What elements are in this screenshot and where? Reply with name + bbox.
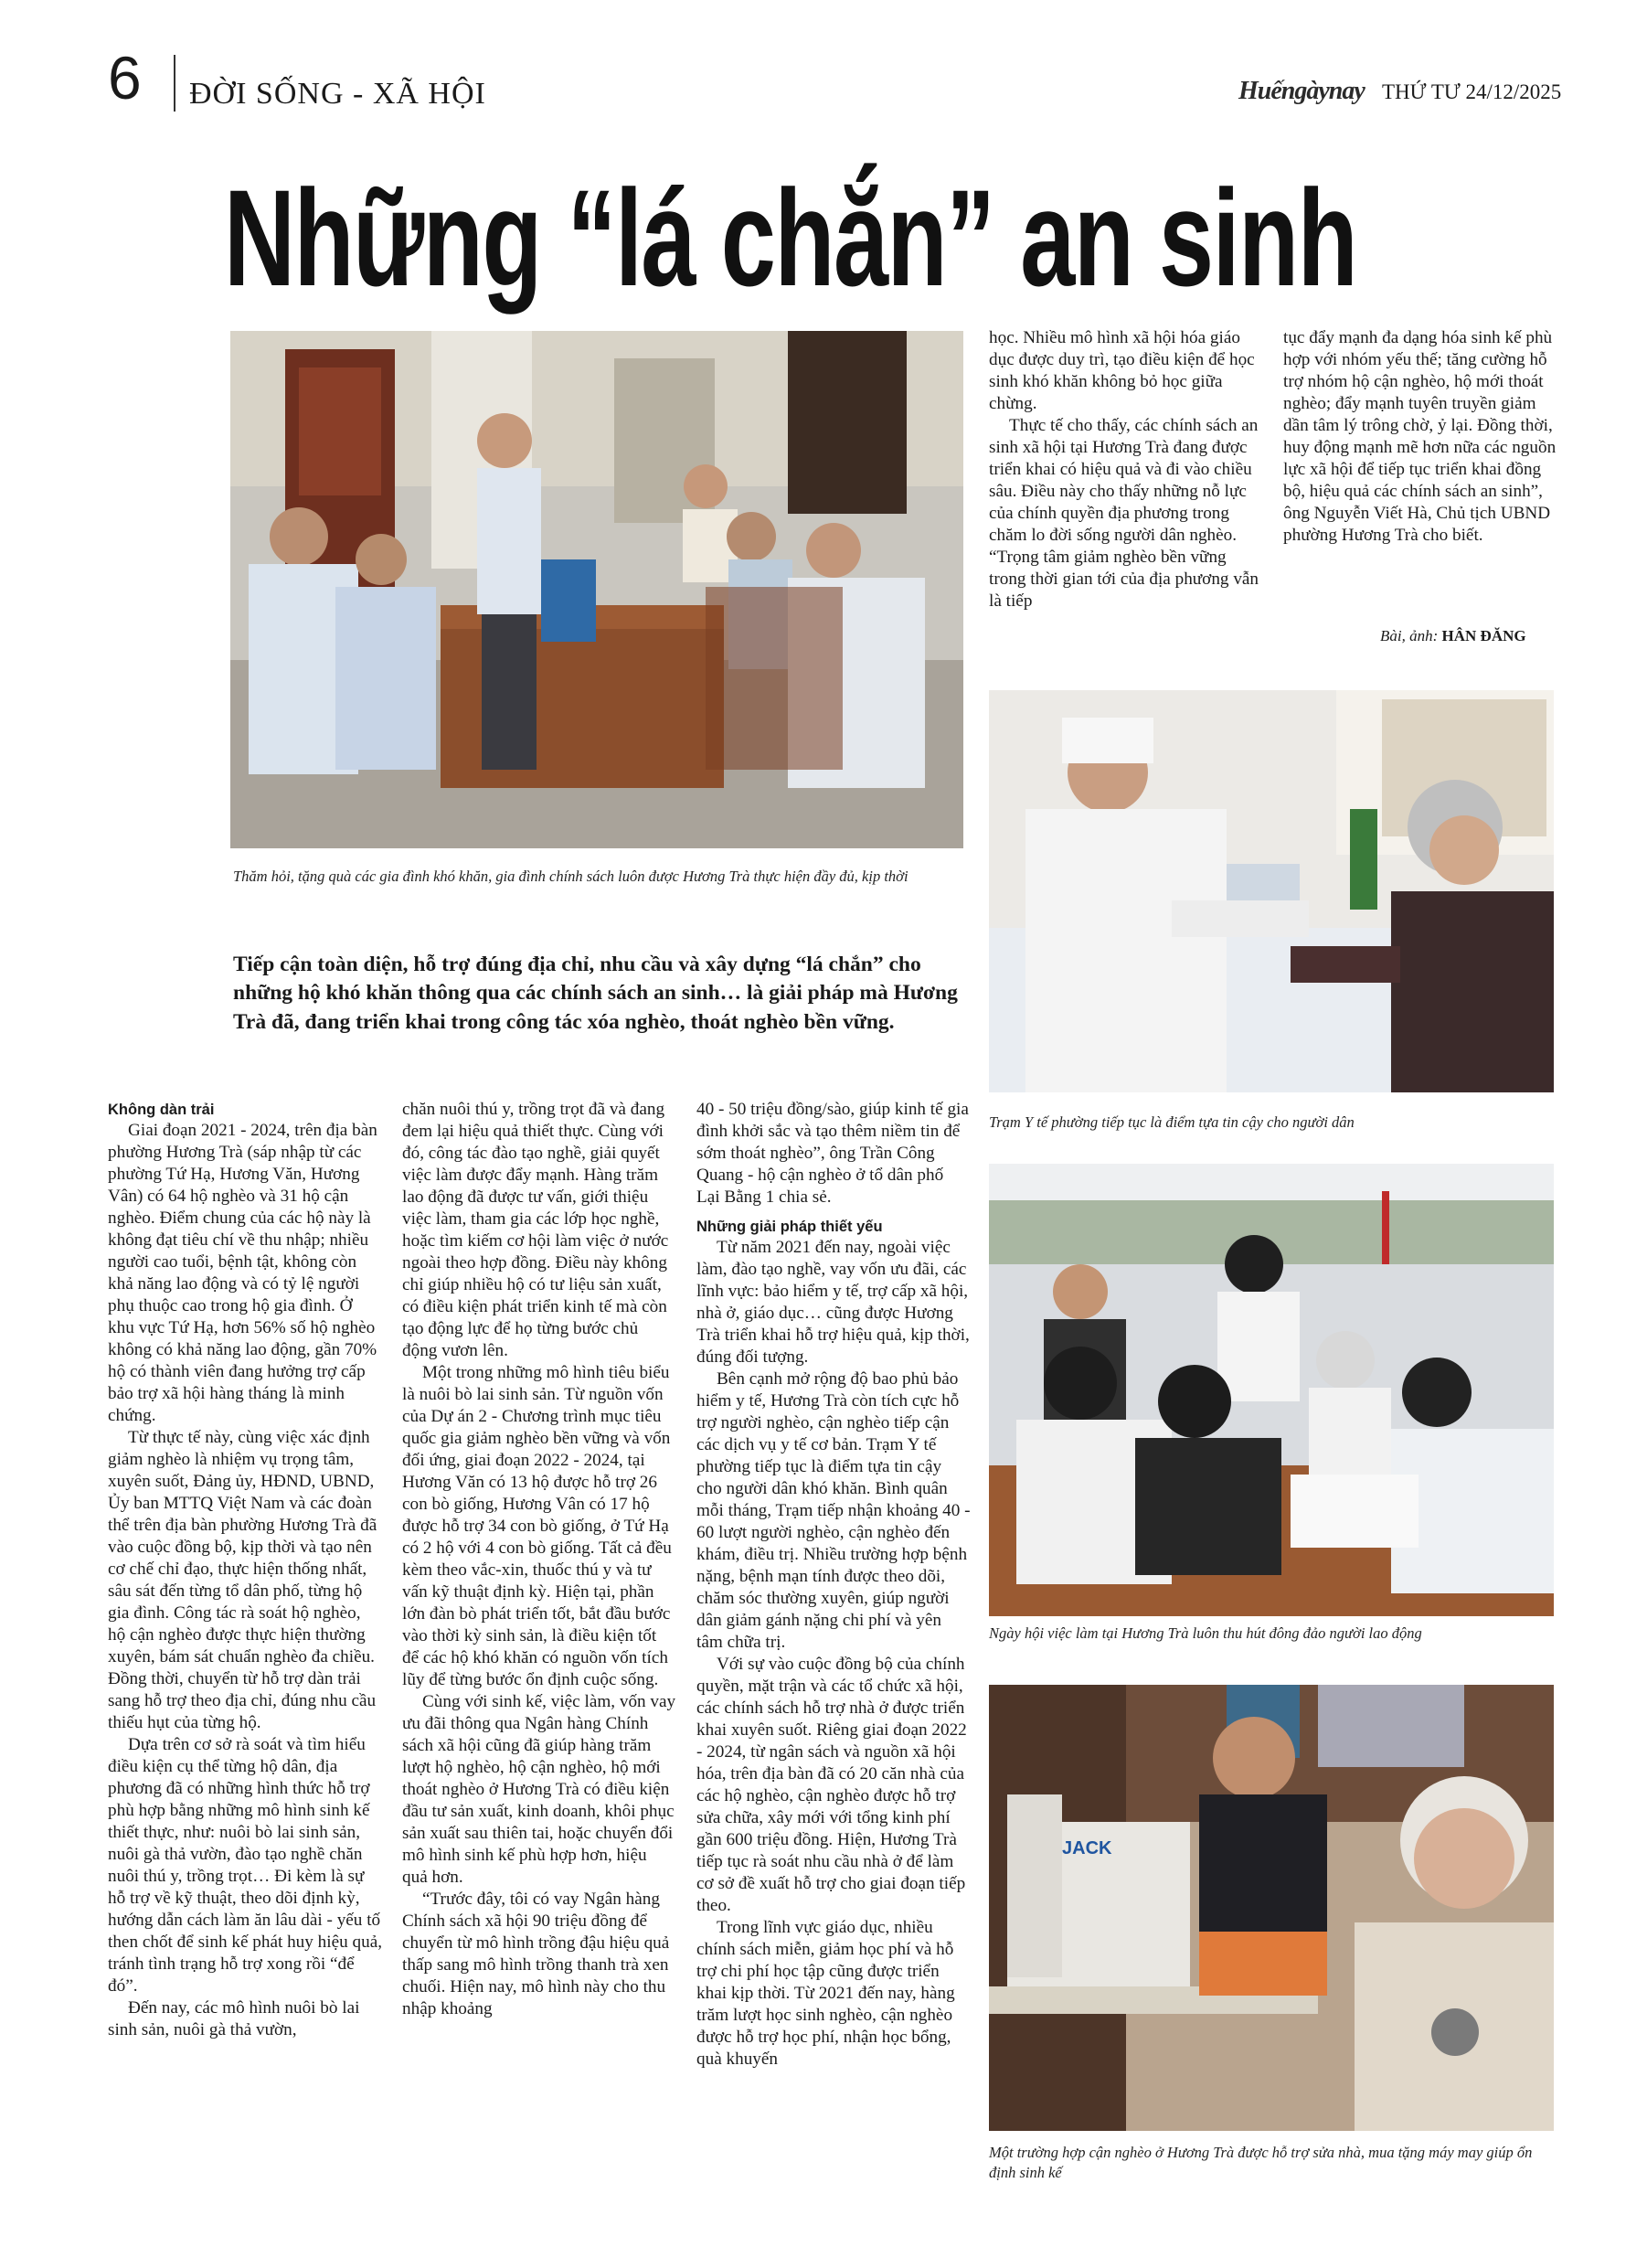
paragraph: tục đẩy mạnh đa dạng hóa sinh kế phù hợp với nhóm yếu thế; tăng cường hỗ trợ nhóm hộ cận nghèo, hộ mới thoát nghèo; đẩy mạnh tuyên truyền giảm dần tâm lý trông chờ, ỷ lại. Đồng thời, huy động mạnh mẽ hơn nữa các nguồn lực xã hội để tiếp tục triển khai đồng bộ, hiệu quả các chính sách an sinh”, ông Nguyễn Viết Hà, Chủ tịch UBND phường Hương Trà cho biết. xyxy=(1283,328,1557,545)
paragraph: Trong lĩnh vực giáo dục, nhiều chính sách miễn, giảm học phí và hỗ trợ chi phí học tập cũng được triển khai kịp thời. Từ 2021 đến nay, hàng trăm lượt học sinh nghèo, cận nghèo được hỗ trợ học phí, nhận học bổng, quà khuyến xyxy=(696,1917,955,2069)
photo-home-visit xyxy=(230,331,963,848)
paragraph: học. Nhiều mô hình xã hội hóa giáo dục được duy trì, tạo điều kiện để học sinh khó khăn không bỏ học giữa chừng. xyxy=(989,328,1255,413)
subheading: Không dàn trải xyxy=(108,1102,215,1118)
caption-sewing-machine: Một trường hợp cận nghèo ở Hương Trà được hỗ trợ sửa nhà, mua tặng máy may giúp ổn định sinh kế xyxy=(989,2144,1533,2182)
header-divider xyxy=(174,55,175,112)
byline-prefix: Bài, ảnh: xyxy=(1380,627,1442,644)
paragraph: “Trước đây, tôi có vay Ngân hàng Chính sách xã hội 90 triệu đồng để chuyển từ mô hình trồng đậu hiệu quả thấp sang mô hình trồng thanh trà xen chuối. Hiện nay, mô hình này cho thu nhập khoảng xyxy=(402,1890,670,2018)
paragraph: Thực tế cho thấy, các chính sách an sinh xã hội tại Hương Trà đang được triển khai có hiệu quả và đi vào chiều sâu. Điều này cho thấy những nỗ lực của chính quyền địa phương trong chăm lo đời sống người dân nghèo. “Trọng tâm giảm nghèo bền vững trong thời gian tới của địa phương vẫn là tiếp xyxy=(989,416,1259,611)
section-title: ĐỜI SỐNG - XÃ HỘI xyxy=(189,77,486,111)
paragraph: Cùng với sinh kế, việc làm, vốn vay ưu đãi thông qua Ngân hàng Chính sách xã hội cũng đã giúp hàng trăm lượt hộ nghèo, hộ cận nghèo, hộ mới thoát nghèo ở Hương Trà có điều kiện đầu tư sản xuất, kinh doanh, khôi phục sản xuất sau thiên tai, hoặc chuyển đổi mô hình sinh kế phù hợp hơn, hiệu quả hơn. xyxy=(402,1692,676,1887)
paragraph: Từ thực tế này, cùng việc xác định giảm nghèo là nhiệm vụ trọng tâm, xuyên suốt, Đảng ủy, HĐND, UBND, Ủy ban MTTQ Việt Nam và các đoàn thể trên địa bàn phường Hương Trà đã vào cuộc đồng bộ, kịp thời và tạo nên cơ chế chỉ đạo, thực hiện thống nhất, sâu sát đến từng tổ dân phố, từng hộ gia đình. Công tác rà soát hộ nghèo, hộ cận nghèo được thực hiện thường xuyên, bám sát chuẩn nghèo đa chiều. Đồng thời, chuyển từ hỗ trợ dàn trải sang hỗ trợ theo địa chỉ, đúng nhu cầu thiếu hụt của từng hộ. xyxy=(108,1427,377,1732)
paragraph: 40 - 50 triệu đồng/sào, giúp kinh tế gia đình khởi sắc và tạo thêm niềm tin để sớm thoát nghèo”, ông Trần Công Quang - hộ cận nghèo ở tổ dân phố Lại Bằng 1 chia sẻ. xyxy=(696,1100,969,1207)
paragraph: Bên cạnh mở rộng độ bao phủ bảo hiểm y tế, Hương Trà còn tích cực hỗ trợ người nghèo, cận nghèo tiếp cận các dịch vụ y tế cơ bản. Trạm Y tế phường tiếp tục là điểm tựa tin cậy cho người dân khó khăn. Bình quân mỗi tháng, Trạm tiếp nhận khoảng 40 - 60 lượt người nghèo, cận nghèo đến khám, điều trị. Nhiều trường hợp bệnh nặng, bệnh mạn tính được theo dõi, chăm sóc thường xuyên, giúp người dân giảm gánh nặng chi phí và yên tâm chữa trị. xyxy=(696,1368,971,1652)
column-1 xyxy=(108,1099,382,2041)
publication-date: THỨ TƯ 24/12/2025 xyxy=(1382,80,1562,103)
article-lead: Tiếp cận toàn diện, hỗ trợ đúng địa chỉ, nhu cầu và xây dựng “lá chắn” cho những hộ khó khăn thông qua các chính sách an sinh… là giải pháp mà Hương Trà đã, đang triển khai trong công tác xóa nghèo, thoát nghèo bền vững. xyxy=(233,953,958,1034)
paragraph: Với sự vào cuộc đồng bộ của chính quyền, mặt trận và các tổ chức xã hội, các chính sách hỗ trợ nhà ở được triển khai xuyên suốt. Riêng giai đoạn 2022 - 2024, từ ngân sách và nguồn xã hội hóa, trên địa bàn đã có 20 căn nhà của các hộ nghèo, cận nghèo được hỗ trợ sửa chữa, xây mới với tổng kinh phí gần 600 triệu đồng. Hiện, Hương Trà tiếp tục rà soát nhu cầu nhà ở để làm cơ sở đề xuất hỗ trợ cho giai đoạn tiếp theo. xyxy=(696,1654,967,1915)
photo-health-station xyxy=(989,690,1554,1092)
byline xyxy=(1380,627,1526,645)
byline-author: HÂN ĐĂNG xyxy=(1441,627,1526,644)
page-number: 6 xyxy=(108,44,142,112)
column-5 xyxy=(1283,327,1557,547)
paragraph: Từ năm 2021 đến nay, ngoài việc làm, đào tạo nghề, vay vốn ưu đãi, các lĩnh vực: bảo hiểm y tế, trợ cấp xã hội, nhà ở, giáo dục… cũng được Hương Trà triển khai hỗ trợ hiệu quả, kịp thời, đúng đối tượng. xyxy=(696,1237,970,1367)
caption-job-fair: Ngày hội việc làm tại Hương Trà luôn thu hút đông đảo người lao động xyxy=(989,1624,1422,1642)
paragraph: chăn nuôi thú y, trồng trọt đã và đang đem lại hiệu quả thiết thực. Cùng với đó, công tác đào tạo nghề, giải quyết việc làm được đẩy mạnh. Hàng trăm lao động đã được tư vấn, giới thiệu việc làm, tham gia các lớp học nghề, hoặc tìm kiếm cơ hội làm việc ở nước ngoài theo hợp đồng. Điều này không chỉ giúp nhiều hộ có tư liệu sản xuất, có điều kiện phát triển kinh tế mà còn tạo động lực để họ từng bước chủ động vươn lên. xyxy=(402,1100,669,1360)
photo-job-fair xyxy=(989,1164,1554,1616)
caption-home-visit: Thăm hỏi, tặng quà các gia đình khó khăn, gia đình chính sách luôn được Hương Trà thực hiện đầy đủ, kịp thời xyxy=(233,868,909,885)
column-2 xyxy=(402,1099,676,2020)
column-4 xyxy=(989,327,1263,612)
jack-brand-text: JACK xyxy=(1062,1838,1112,1858)
subheading: Những giải pháp thiết yếu xyxy=(696,1219,883,1235)
paragraph: Giai đoạn 2021 - 2024, trên địa bàn phường Hương Trà (sáp nhập từ các phường Tứ Hạ, Hương Văn, Hương Vân) có 64 hộ nghèo và 31 hộ cận nghèo. Điểm chung của các hộ này là không đạt tiêu chí về thu nhập; nhiều người cao tuổi, bệnh tật, không còn khả năng lao động và có tỷ lệ người phụ thuộc cao trong hộ gia đình. Ở khu vực Tứ Hạ, hơn 56% số hộ nghèo không có khả năng lao động, gần 70% hộ có thành viên đang hưởng trợ cấp bảo trợ xã hội hàng tháng là minh chứng. xyxy=(108,1120,377,1425)
photo-sewing-machine xyxy=(989,1685,1554,2131)
headline: Những “lá chắn” an sinh xyxy=(224,161,1357,314)
caption-health-station: Trạm Y tế phường tiếp tục là điểm tựa tin cậy cho người dân xyxy=(989,1113,1355,1131)
column-3 xyxy=(696,1099,971,2071)
paragraph: Dựa trên cơ sở rà soát và tìm hiểu điều kiện cụ thể từng hộ dân, địa phương đã có những hình thức hỗ trợ phù hợp bằng những mô hình sinh kế thiết thực, như: nuôi bò lai sinh sản, nuôi gà thả vườn, đào tạo nghề chăn nuôi thú y, trồng trọt… Đi kèm là sự hỗ trợ về kỹ thuật, theo dõi định kỳ, hướng dẫn cách làm ăn lâu dài - yếu tố then chốt để sinh kế phát huy hiệu quả, tránh tình trạng hỗ trợ xong rồi “để đó”. xyxy=(108,1734,383,1996)
publication-logo: Huếngàynay xyxy=(1238,77,1365,105)
paragraph: Một trong những mô hình tiêu biểu là nuôi bò lai sinh sản. Từ nguồn vốn của Dự án 2 - Chương trình mục tiêu quốc gia giảm nghèo bền vững và vốn đối ứng, giai đoạn 2022 - 2024, tại Hương Văn có 13 hộ được hỗ trợ 26 con bò giống, Hương Vân có 17 hộ được hỗ trợ 34 con bò giống, ở Tứ Hạ có 2 hộ với 4 con bò giống. Tất cả đều kèm theo vắc-xin, thuốc thú y và tư vấn kỹ thuật định kỳ. Hiện tại, phần lớn đàn bò phát triển tốt, bắt đầu bước vào thời kỳ sinh sản, là điều kiện tốt để các hộ khó khăn có nguồn vốn tích lũy để từng bước ổn định cuộc sống. xyxy=(402,1363,672,1689)
paragraph: Đến nay, các mô hình nuôi bò lai sinh sản, nuôi gà thả vườn, xyxy=(108,1997,360,2039)
